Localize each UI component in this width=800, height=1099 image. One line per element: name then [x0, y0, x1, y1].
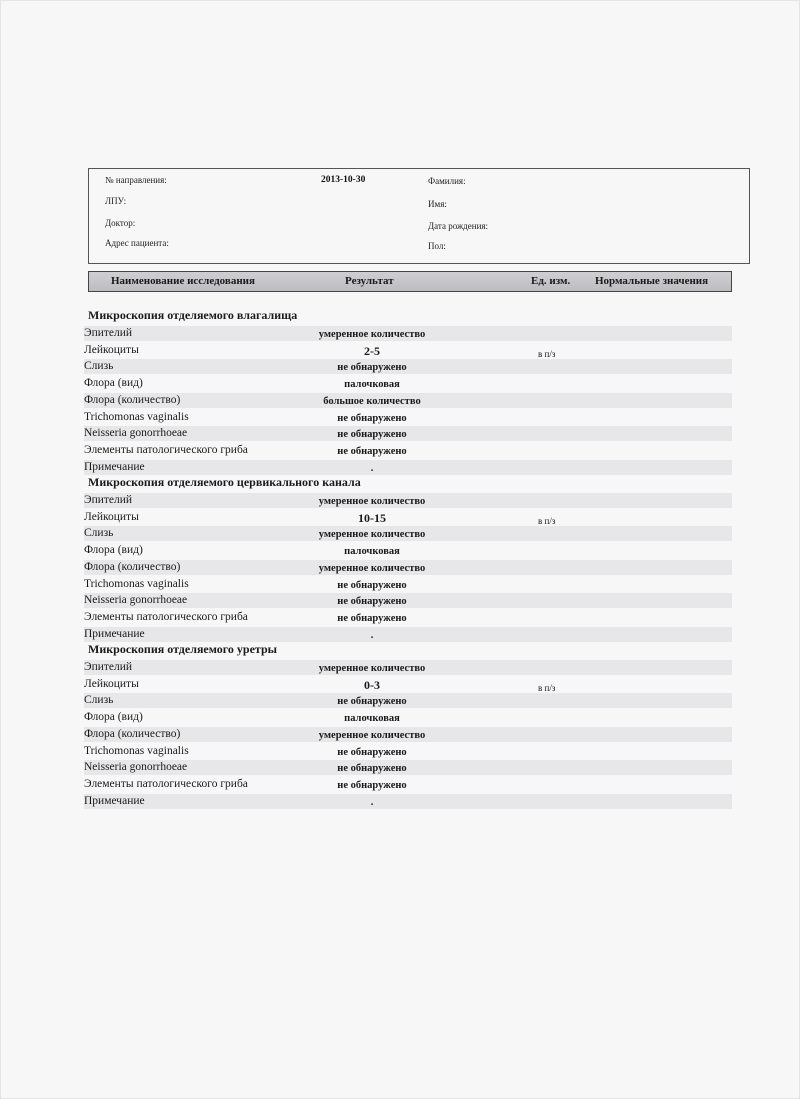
section-title: Микроскопия отделяемого влагалища — [88, 308, 298, 322]
test-name: Neisseria gonorrhoeae — [84, 427, 188, 439]
table-row — [84, 326, 732, 341]
test-name: Примечание — [84, 795, 145, 807]
test-unit: в п/з — [538, 683, 556, 693]
table-row — [84, 543, 732, 558]
table-row — [84, 410, 732, 425]
test-result: не обнаружено — [337, 780, 407, 791]
test-result: умеренное количество — [318, 496, 426, 507]
test-name: Флора (количество) — [84, 561, 181, 573]
table-row — [84, 677, 732, 692]
table-row — [84, 710, 732, 725]
test-name: Trichomonas vaginalis — [84, 578, 189, 590]
test-result: умеренное количество — [318, 730, 426, 741]
test-name: Trichomonas vaginalis — [84, 745, 189, 757]
surname-label: Фамилия: — [428, 176, 466, 186]
test-name: Флора (вид) — [84, 711, 143, 723]
test-unit: в п/з — [538, 349, 556, 359]
test-result: . — [370, 463, 374, 474]
table-row — [84, 526, 732, 541]
col-header-result: Результат — [345, 275, 394, 287]
table-row — [84, 510, 732, 525]
test-name: Эпителий — [84, 494, 133, 506]
table-row — [84, 577, 732, 592]
test-name: Элементы патологического гриба — [84, 611, 248, 623]
test-name: Слизь — [84, 694, 114, 706]
col-header-unit: Ед. изм. — [531, 275, 571, 287]
table-row — [84, 426, 732, 441]
test-result: не обнаружено — [337, 763, 407, 774]
test-result: не обнаружено — [337, 413, 407, 424]
test-name: Neisseria gonorrhoeae — [84, 761, 188, 773]
table-row — [84, 777, 732, 792]
test-name: Лейкоциты — [84, 344, 139, 356]
test-result: умеренное количество — [318, 329, 426, 340]
table-row — [84, 493, 732, 508]
referral-label: № направления: — [105, 175, 167, 185]
section-title: Микроскопия отделяемого цервикального канала — [88, 475, 361, 489]
table-row — [84, 343, 732, 358]
test-name: Примечание — [84, 461, 145, 473]
test-result: палочковая — [344, 546, 400, 557]
results-table-header — [88, 271, 732, 292]
table-row — [84, 693, 732, 708]
patient-header — [88, 168, 750, 264]
test-result: не обнаружено — [337, 446, 407, 457]
test-result: палочковая — [344, 713, 400, 724]
test-name: Элементы патологического гриба — [84, 778, 248, 790]
table-row — [84, 760, 732, 775]
test-name: Примечание — [84, 628, 145, 640]
test-name: Эпителий — [84, 661, 133, 673]
test-result: не обнаружено — [337, 362, 407, 373]
lpu-label: ЛПУ: — [105, 196, 127, 206]
test-result: не обнаружено — [337, 696, 407, 707]
test-name: Слизь — [84, 360, 114, 372]
table-row — [84, 794, 732, 809]
test-result: не обнаружено — [337, 429, 407, 440]
section-title: Микроскопия отделяемого уретры — [88, 642, 278, 656]
name-label: Имя: — [428, 199, 447, 209]
birthdate-label: Дата рождения: — [428, 221, 489, 231]
test-name: Trichomonas vaginalis — [84, 411, 189, 423]
test-unit: в п/з — [538, 516, 556, 526]
col-header-norm: Нормальные значения — [595, 275, 709, 287]
test-result: большое количество — [323, 396, 421, 407]
table-row — [84, 610, 732, 625]
sex-label: Пол: — [428, 241, 446, 251]
test-name: Neisseria gonorrhoeae — [84, 594, 188, 606]
test-result: не обнаружено — [337, 747, 407, 758]
test-result: не обнаружено — [337, 596, 407, 607]
table-row — [84, 443, 732, 458]
table-row — [84, 393, 732, 408]
test-result: умеренное количество — [318, 563, 426, 574]
table-row — [84, 359, 732, 374]
test-name: Флора (количество) — [84, 728, 181, 740]
table-row — [84, 744, 732, 759]
test-name: Элементы патологического гриба — [84, 444, 248, 456]
referral-date: 2013-10-30 — [321, 175, 366, 185]
test-result: 0-3 — [364, 678, 380, 692]
table-row — [84, 460, 732, 475]
test-result: умеренное количество — [318, 529, 426, 540]
test-result: . — [370, 797, 374, 808]
doctor-label: Доктор: — [105, 218, 136, 228]
test-name: Флора (вид) — [84, 377, 143, 389]
test-result: палочковая — [344, 379, 400, 390]
test-result: . — [370, 630, 374, 641]
table-row — [84, 376, 732, 391]
test-result: не обнаружено — [337, 580, 407, 591]
test-name: Лейкоциты — [84, 511, 139, 523]
test-name: Флора (количество) — [84, 394, 181, 406]
table-row — [84, 593, 732, 608]
test-result: умеренное количество — [318, 663, 426, 674]
test-name: Лейкоциты — [84, 678, 139, 690]
test-name: Флора (вид) — [84, 544, 143, 556]
test-name: Эпителий — [84, 327, 133, 339]
address-label: Адрес пациента: — [105, 238, 169, 248]
test-result: 10-15 — [358, 511, 386, 525]
test-result: не обнаружено — [337, 613, 407, 624]
table-row — [84, 560, 732, 575]
table-row — [84, 627, 732, 642]
test-name: Слизь — [84, 527, 114, 539]
test-result: 2-5 — [364, 344, 380, 358]
table-row — [84, 727, 732, 742]
table-row — [84, 660, 732, 675]
col-header-name: Наименование исследования — [111, 275, 255, 287]
